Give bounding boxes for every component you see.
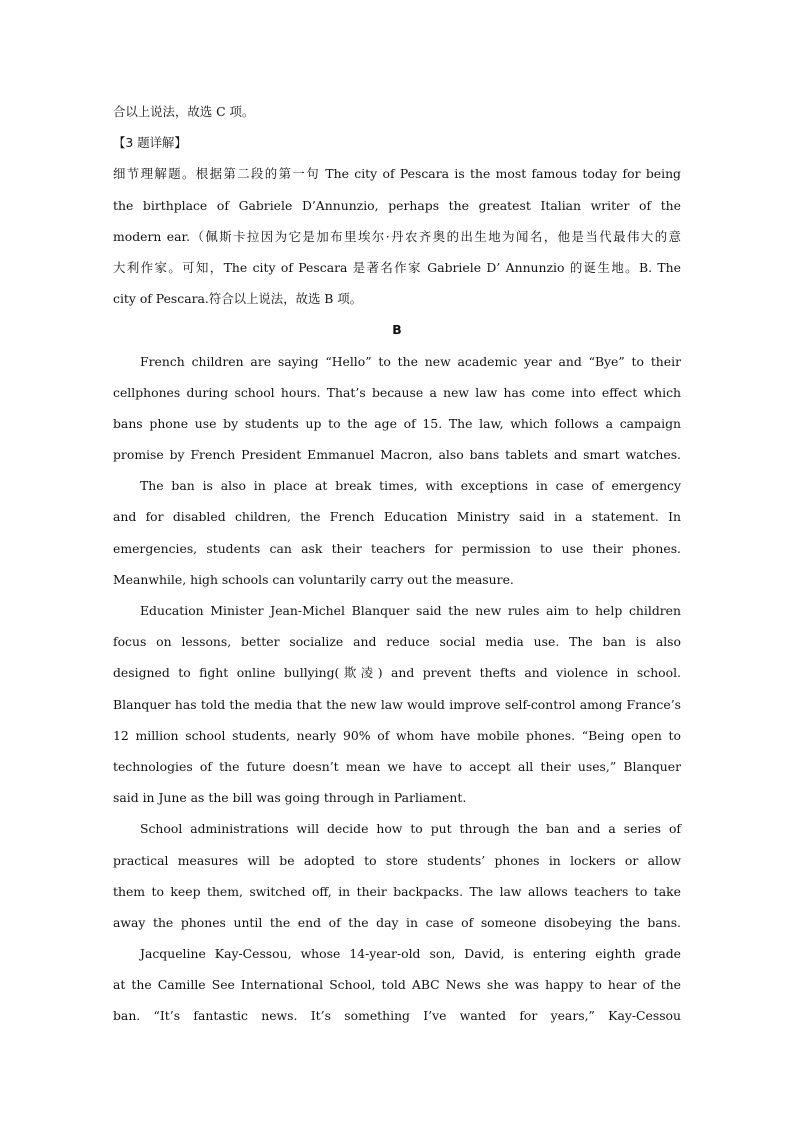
section-heading: 【3 题详解】 bbox=[113, 135, 187, 151]
paragraph-line: bans phone use by students up to the age of 15. The law, which follows a campaign bbox=[113, 415, 681, 431]
explanation-line: 细节理解题。根据第二段的第一句 The city of Pescara is the most famous today for being bbox=[113, 166, 681, 182]
paragraph-line: said in June as the bill was going through in Parliament. bbox=[113, 790, 467, 806]
paragraph bbox=[113, 595, 681, 813]
paragraph-line: emergencies, students can ask their teachers for permission to use their phones. bbox=[113, 540, 681, 556]
paragraph-line: School administrations will decide how to put through the ban and a series of bbox=[140, 821, 681, 837]
paragraph-line: The ban is also in place at break times, with exceptions in case of emergency bbox=[140, 478, 681, 494]
paragraph-line: cellphones during school hours. That’s because a new law has come into effect which bbox=[113, 384, 681, 400]
paragraph-line: technologies of the future doesn’t mean we have to accept all their uses,” Blanquer bbox=[113, 758, 681, 774]
paragraph-line: them to keep them, switched off, in their backpacks. The law allows teachers to take bbox=[113, 883, 681, 899]
paragraph-line: and for disabled children, the French Education Ministry said in a statement. In bbox=[113, 509, 681, 525]
paragraph-line: at the Camille See International School, told ABC News she was happy to hear of the bbox=[113, 977, 681, 993]
paragraph-line: Education Minister Jean-Michel Blanquer said the new rules aim to help children bbox=[140, 603, 681, 618]
paragraph-line: away the phones until the end of the day in case of someone disobeying the bans. bbox=[113, 914, 681, 930]
paragraph-line: French children are saying “Hello” to the new academic year and “Bye” to their bbox=[140, 353, 681, 369]
paragraph-line: ban. “It’s fantastic news. It’s something I’ve wanted for years,” Kay-Cessou bbox=[113, 1008, 681, 1024]
paragraph-line: Meanwhile, high schools can voluntarily carry out the measure. bbox=[113, 571, 514, 587]
explanation-line: 大利作家。可知，The city of Pescara 是著名作家 Gabriele D’ Annunzio 的诞生地。B. The bbox=[113, 259, 681, 275]
explanation-line: 合以上说法，故选 C 项。 bbox=[113, 104, 255, 119]
paragraph-line: designed to fight online bullying(欺凌) and prevent thefts and violence in school. bbox=[113, 665, 681, 681]
explanation-line: modern ear.（佩斯卡拉因为它是加布里埃尔·丹农齐奥的出生地为闻名，他是当代最伟大的意 bbox=[113, 228, 681, 244]
paragraph-line: 12 million school students, nearly 90% of whom have mobile phones. “Being open to bbox=[113, 727, 681, 743]
paragraph-line: practical measures will be adopted to store students’ phones in lockers or allow bbox=[113, 852, 681, 868]
explanation-line: city of Pescara.符合以上说法，故选 B 项。 bbox=[113, 291, 363, 307]
document-page bbox=[113, 96, 681, 1032]
paragraph bbox=[113, 938, 681, 1032]
explanation-line: the birthplace of Gabriele D’Annunzio, perhaps the greatest Italian writer of the bbox=[113, 197, 681, 213]
paragraph-line: promise by French President Emmanuel Macron, also bans tablets and smart watches. bbox=[113, 447, 681, 463]
paragraph-line: Jacqueline Kay-Cessou, whose 14-year-old son, David, is entering eighth grade bbox=[140, 946, 681, 962]
paragraph bbox=[113, 470, 681, 595]
passage-title: B bbox=[392, 322, 402, 338]
paragraph-line: focus on lessons, better socialize and reduce social media use. The ban is also bbox=[113, 634, 681, 650]
paragraph-line: Blanquer has told the media that the new law would improve self-control among France’s bbox=[113, 696, 681, 712]
paragraph bbox=[113, 813, 681, 938]
paragraph bbox=[113, 346, 681, 471]
